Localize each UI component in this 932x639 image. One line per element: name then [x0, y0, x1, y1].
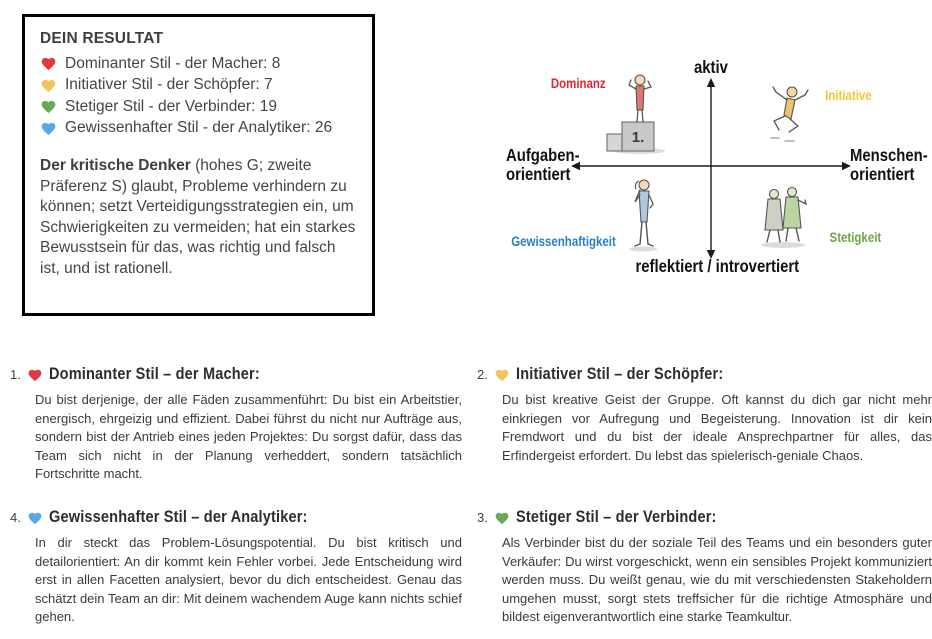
axis-label-top: aktiv: [694, 57, 728, 77]
dominanz-figure-icon: [603, 72, 669, 154]
heart-icon: [40, 78, 57, 93]
score-value: 8: [271, 54, 281, 72]
heart-icon: [27, 368, 43, 382]
section-title: Initiativer Stil – der Schöpfer:: [515, 365, 724, 383]
score-label: Initiativer Stil - der Schöpfer: 7: [65, 76, 273, 94]
score-row-gewissenhaft: [40, 118, 356, 140]
section-number: 3.: [477, 510, 488, 525]
section-heading: [477, 508, 932, 527]
result-box: [22, 14, 375, 316]
gewissenhaftigkeit-figure-icon: [626, 178, 660, 252]
heart-icon: [27, 511, 43, 525]
analysis-lead: Der kritische Denker: [40, 157, 191, 174]
quadrant-label-stetigkeit: Stetigkeit: [829, 230, 881, 245]
disg-quadrant-diagram: [470, 50, 932, 302]
svg-text:1.: 1.: [631, 129, 645, 146]
section-heading: [10, 508, 462, 527]
section-number: 4.: [10, 510, 21, 525]
section-title: Stetiger Stil – der Verbinder:: [515, 508, 717, 526]
heart-icon: [40, 121, 57, 136]
axis-label-right: Menschen- orientiert: [850, 145, 928, 184]
score-label: Gewissenhafter Stil - der Analytiker: 26: [65, 119, 333, 137]
score-row-initiative: [40, 75, 356, 97]
section-dominant: [10, 365, 462, 484]
axis-label-bottom: reflektiert / introvertiert: [635, 256, 799, 276]
section-title: Gewissenhafter Stil – der Analytiker:: [48, 508, 308, 526]
score-value: 7: [264, 76, 273, 94]
quadrant-label-dominanz: Dominanz: [550, 76, 606, 91]
section-body: In dir steckt das Problem-Lösungspotential. Du bist kritisch und detailorientiert: An dir kommt kein Fehler vorbei. Jede Entscheidung wird erst in allen Facetten analysiert, bevor du dich entscheidest. Genau das schätzt dein Team an dir: Mit deinem wachendem Auge kann nichts schief gehen.: [35, 535, 462, 625]
score-label: Stetiger Stil - der Verbinder: 19: [65, 97, 277, 115]
section-heading: [10, 365, 462, 384]
heart-icon: [494, 511, 510, 525]
result-analysis: Der kritische Denker (hohes G; zweite Präferenz S) glaubt, Probleme verhindern zu können; setzt Verteidigungsstrategien ein, um Schwierigkeiten zu vermeiden; hat ein starkes Bewusstsein für das, was richtig und falsch ist, und ist rationell.: [40, 157, 356, 277]
result-title: DEIN RESULTAT: [40, 30, 164, 47]
score-value: 19: [259, 97, 277, 115]
section-initiative: [477, 365, 932, 465]
score-label: Dominanter Stil - der Macher: 8: [65, 54, 281, 72]
heart-icon: [40, 99, 57, 114]
axis-label-left: Aufgaben- orientiert: [506, 145, 580, 184]
initiative-figure-icon: [761, 83, 811, 143]
heart-icon: [494, 368, 510, 382]
section-gewissenhaft: [10, 508, 462, 627]
section-heading: [477, 365, 932, 384]
section-number: 1.: [10, 367, 21, 382]
stetigkeit-figures-icon: [756, 186, 810, 248]
section-body: Als Verbinder bist du der soziale Teil des Teams und ein besonders guter Verkäufer: Du wirst vorgeschickt, wenn ein sensibles Projekt kommuniziert werden muss. Du weißt genau, wie du mit verschiedensten Stakeholdern umgehen musst, sorgt stets treffsicher für die richtige Atmosphäre und bildest eigenverantwortlich eine starke Teamkultur.: [502, 535, 932, 625]
score-row-dominant: [40, 53, 356, 75]
quadrant-label-gewissenhaftigkeit: Gewissenhaftigkeit: [511, 234, 617, 249]
score-value: 26: [314, 119, 333, 137]
quadrant-label-initiative: Initiative: [824, 88, 872, 103]
section-stetig: [477, 508, 932, 627]
score-row-stetig: [40, 96, 356, 118]
heart-icon: [40, 56, 57, 71]
section-body: Du bist derjenige, der alle Fäden zusammenführt: Du bist ein Arbeitstier, energisch, ehrgeizig und effizient. Dabei führst du nicht nur Aufträge aus, sondern bist der Antrieb eines jeden Projektes: Du sorgst dafür, dass das Team sich nicht in der Planung verheddert, sondern tatsächlich Fortschritte macht.: [35, 392, 462, 482]
section-title: Dominanter Stil – der Macher:: [48, 365, 260, 383]
section-body: Du bist kreative Geist der Gruppe. Oft kannst du dich gar nicht mehr einkriegen vor Aufregung und Begeisterung. Innovation ist dir kein Fremdwort und du bist der ideale Ansprechpartner für alles, das Erfindergeist erfordert. Du lebst das spielerisch-geniale Chaos.: [502, 392, 932, 463]
section-number: 2.: [477, 367, 488, 382]
